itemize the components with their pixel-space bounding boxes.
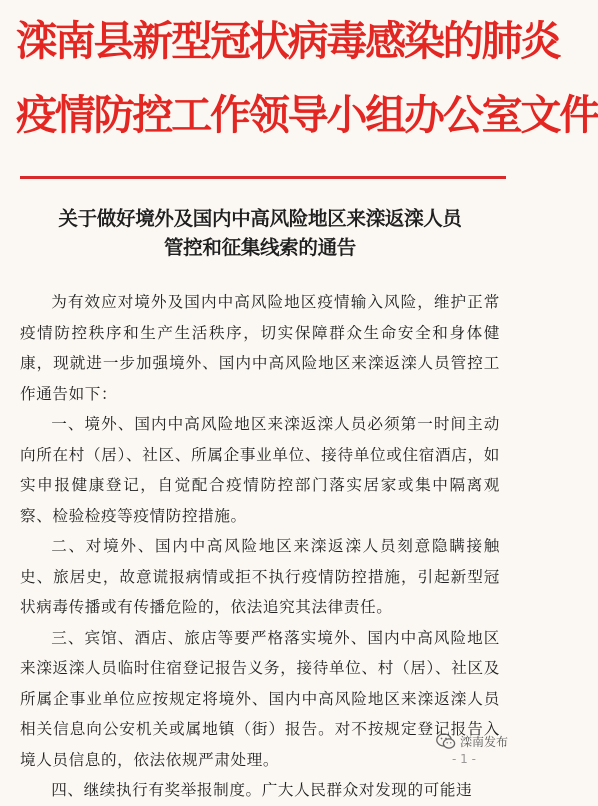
red-header-rule bbox=[20, 176, 506, 179]
document-header-title-line-2: 疫情防控工作领导小组办公室文件 bbox=[16, 91, 598, 139]
body-paragraph-1: 一、境外、国内中高风险地区来滦返滦人员必须第一时间主动向所在村（居）、社区、所属企事业单位、接待单位或住宿酒店，如实申报健康登记，自觉配合疫情防控部门落实居家或集中隔离观察、检验检疫等疫情防控措施。 bbox=[20, 415, 500, 525]
document-header-title-line-1: 滦南县新型冠状病毒感染的肺炎 bbox=[16, 17, 560, 65]
body-paragraph-intro: 为有效应对境外及国内中高风险地区疫情输入风险，维护正常疫情防控秩序和生产生活秩序，切实保障群众生命安全和身体健康，现就进一步加强境外、国内中高风险地区来滦返滦人员管控工作通告如下： bbox=[20, 293, 500, 403]
notice-title-line-1: 关于做好境外及国内中高风险地区来滦返滦人员 bbox=[58, 207, 462, 230]
page-number: - 1 - bbox=[452, 752, 476, 766]
source-watermark bbox=[436, 733, 508, 750]
notice-body bbox=[20, 287, 500, 806]
body-paragraph-2: 二、对境外、国内中高风险地区来滦返滦人员刻意隐瞒接触史、旅居史，故意谎报病情或拒不执行疫情防控措施，引起新型冠状病毒传播或有传播危险的，依法追究其法律责任。 bbox=[20, 537, 500, 616]
body-paragraph-4: 四、继续执行有奖举报制度。广大人民群众对发现的可能违 bbox=[51, 781, 473, 799]
watermark-label: 滦南发布 bbox=[459, 735, 508, 749]
wechat-icon bbox=[436, 733, 456, 750]
body-paragraph-3: 三、宾馆、酒店、旅店等要严格落实境外、国内中高风险地区来滦返滦人员临时住宿登记报告义务，接待单位、村（居）、社区及所属企事业单位应按规定将境外、国内中高风险地区来滦返滦人员相关信息向公安机关或属地镇（街）报告。对不按规定登记报告入境人员信息的，依法依规严肃处理。 bbox=[20, 628, 500, 769]
notice-title-line-2: 管控和征集线索的通告 bbox=[163, 236, 356, 259]
